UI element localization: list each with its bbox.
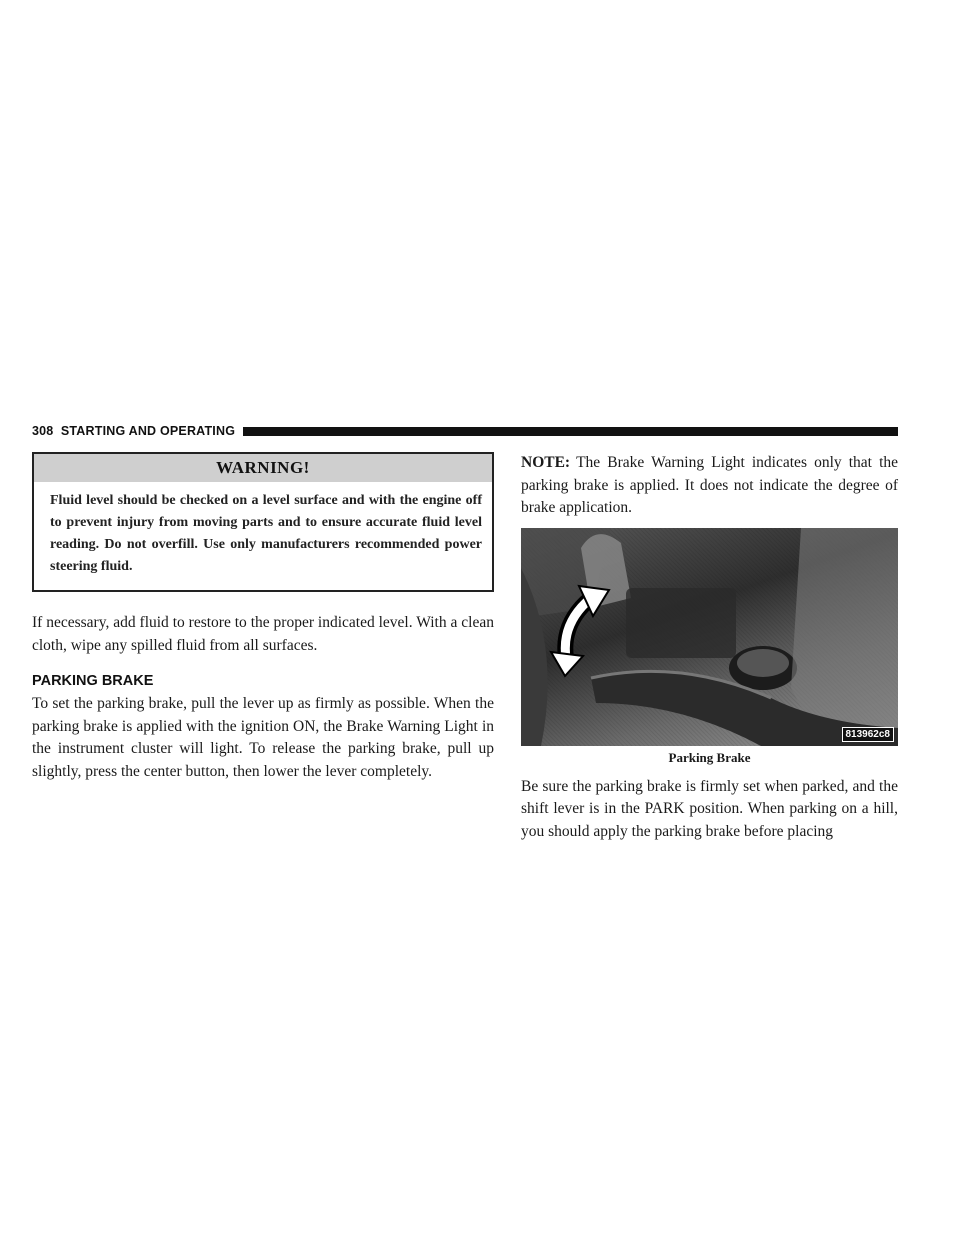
- note-paragraph: [521, 452, 898, 520]
- right-column: [521, 452, 898, 859]
- page-header-text: [32, 424, 243, 438]
- warning-body: Fluid level should be checked on a level surface and with the engine off to prevent injury from moving parts and to ensure accurate fluid level reading. Do not overfill. Use only manufacturers recommended power steering fluid.: [50, 493, 482, 574]
- park-position-paragraph: Be sure the parking brake is firmly set when parked, and the shift lever is in the PARK position. When parking on a hill, you should apply the parking brake before placing: [521, 777, 898, 840]
- warning-box: [32, 452, 494, 592]
- figure-caption: Parking Brake: [668, 749, 751, 765]
- note-text: The Brake Warning Light indicates only that the parking brake is applied. It does not indicate the degree of brake application.: [521, 454, 898, 516]
- parking-brake-figure: [521, 528, 898, 746]
- warning-title: WARNING!: [34, 454, 492, 482]
- page-header: [32, 423, 898, 439]
- parking-brake-heading: PARKING BRAKE: [32, 673, 154, 689]
- note-label: NOTE:: [521, 454, 571, 471]
- left-column: [32, 452, 494, 799]
- figure-code: 813962c8: [842, 727, 895, 742]
- parking-brake-illustration: [521, 528, 898, 746]
- page-number: 308: [32, 424, 54, 438]
- fluid-paragraph: If necessary, add fluid to restore to the proper indicated level. With a clean cloth, wipe any spilled fluid from all surfaces.: [32, 614, 494, 654]
- header-rule: [243, 427, 898, 436]
- parking-brake-paragraph: To set the parking brake, pull the lever up as firmly as possible. When the parking brake is applied with the ignition ON, the Brake Warning Light in the instrument cluster will light. To release the parking brake, pull up slightly, press the center button, then lower the lever completely.: [32, 695, 494, 780]
- section-title: STARTING AND OPERATING: [60, 424, 236, 438]
